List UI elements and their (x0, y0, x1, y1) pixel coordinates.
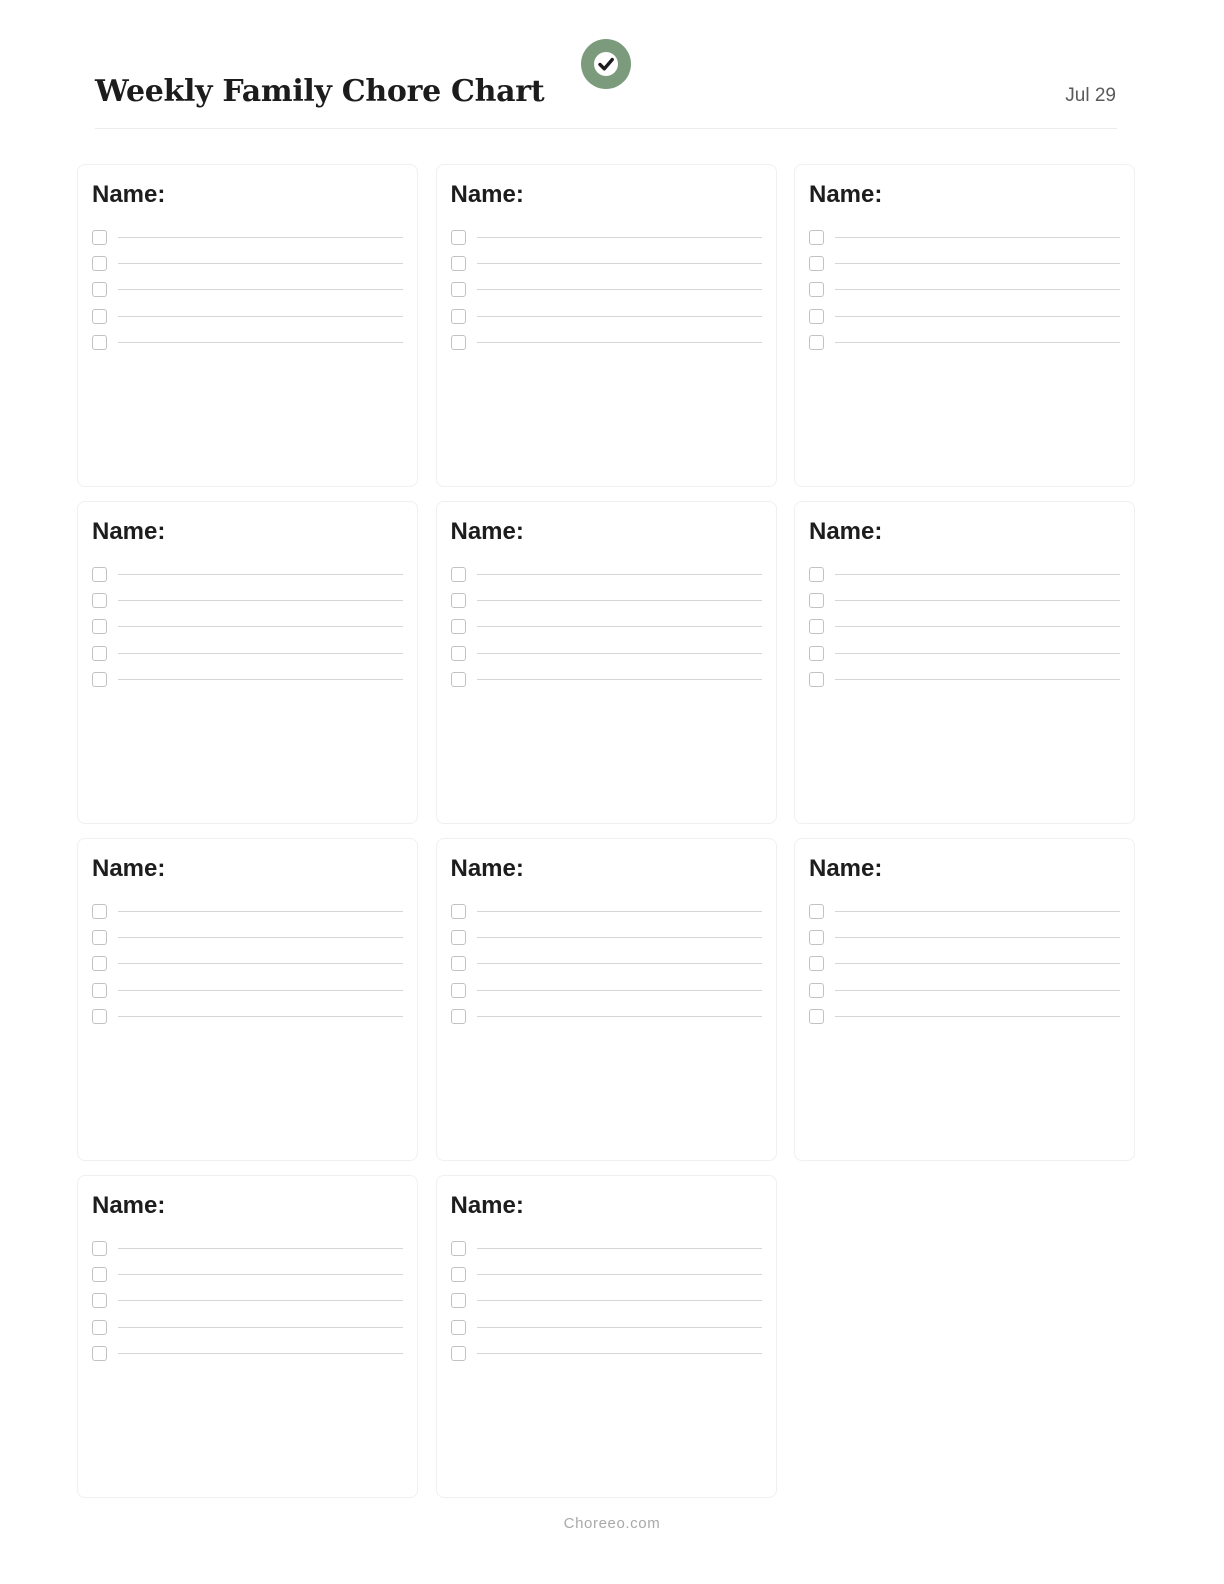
chore-checkbox[interactable] (92, 1346, 107, 1361)
chore-row (451, 277, 762, 303)
chore-row (809, 303, 1120, 329)
chore-write-line[interactable] (118, 1353, 403, 1354)
chore-row (92, 614, 403, 640)
card-name-label: Name: (450, 181, 524, 208)
chore-row (92, 977, 403, 1003)
chore-row (451, 1314, 762, 1340)
chore-write-line[interactable] (118, 679, 403, 680)
chore-checkbox[interactable] (809, 904, 824, 919)
chore-write-line[interactable] (477, 990, 762, 991)
chore-checkbox[interactable] (451, 256, 466, 271)
chore-row (92, 1261, 403, 1287)
chore-write-line[interactable] (118, 574, 403, 575)
chore-row (809, 561, 1120, 587)
chore-checkbox[interactable] (809, 256, 824, 271)
chore-write-line[interactable] (477, 600, 762, 601)
chore-row (451, 1235, 762, 1261)
chore-write-line[interactable] (477, 1274, 762, 1275)
chore-row (809, 587, 1120, 613)
chore-row (92, 561, 403, 587)
chore-checkbox[interactable] (92, 672, 107, 687)
chore-checkbox[interactable] (92, 1241, 107, 1256)
chore-card (436, 838, 777, 1161)
page-date: Jul 29 (1065, 85, 1116, 106)
chore-checkbox[interactable] (809, 567, 824, 582)
card-name-label: Name: (450, 855, 524, 882)
chore-checkbox[interactable] (451, 983, 466, 998)
chore-checkbox[interactable] (809, 619, 824, 634)
chore-list (451, 224, 762, 356)
chore-write-line[interactable] (477, 342, 762, 343)
chore-checkbox[interactable] (92, 230, 107, 245)
chore-row (92, 667, 403, 693)
chore-write-line[interactable] (118, 653, 403, 654)
chore-row (809, 667, 1120, 693)
chore-checkbox[interactable] (451, 1346, 466, 1361)
chore-row (809, 1004, 1120, 1030)
chore-list (451, 561, 762, 693)
chore-write-line[interactable] (477, 1016, 762, 1017)
page-title: Weekly Family Chore Chart (95, 74, 545, 109)
chore-write-line[interactable] (118, 937, 403, 938)
chore-write-line[interactable] (835, 937, 1120, 938)
chore-write-line[interactable] (118, 600, 403, 601)
chore-write-line[interactable] (835, 600, 1120, 601)
chore-write-line[interactable] (835, 237, 1120, 238)
chore-row (451, 898, 762, 924)
chore-write-line[interactable] (477, 1353, 762, 1354)
chore-row (809, 250, 1120, 276)
chore-write-line[interactable] (477, 626, 762, 627)
chore-write-line[interactable] (477, 937, 762, 938)
chore-card (77, 838, 418, 1161)
chore-row (92, 1288, 403, 1314)
chore-write-line[interactable] (835, 263, 1120, 264)
chore-write-line[interactable] (835, 342, 1120, 343)
chore-write-line[interactable] (835, 990, 1120, 991)
chore-checkbox[interactable] (809, 309, 824, 324)
card-name-label: Name: (809, 518, 883, 545)
chore-checkbox[interactable] (92, 256, 107, 271)
chore-write-line[interactable] (118, 911, 403, 912)
chore-write-line[interactable] (477, 1248, 762, 1249)
chore-row (92, 898, 403, 924)
chore-write-line[interactable] (835, 679, 1120, 680)
chore-card (794, 838, 1135, 1161)
chore-write-line[interactable] (477, 316, 762, 317)
chore-checkbox[interactable] (809, 646, 824, 661)
chore-checkbox[interactable] (451, 930, 466, 945)
chore-write-line[interactable] (118, 963, 403, 964)
chore-row (809, 277, 1120, 303)
chore-checkbox[interactable] (451, 282, 466, 297)
chore-write-line[interactable] (118, 263, 403, 264)
chore-row (809, 924, 1120, 950)
chore-checkbox[interactable] (92, 282, 107, 297)
chore-checkbox[interactable] (809, 930, 824, 945)
card-name-label: Name: (92, 181, 166, 208)
chore-write-line[interactable] (118, 1300, 403, 1301)
card-name-label: Name: (92, 855, 166, 882)
chore-checkbox[interactable] (451, 619, 466, 634)
chore-write-line[interactable] (477, 574, 762, 575)
chore-write-line[interactable] (118, 316, 403, 317)
chore-write-line[interactable] (118, 1274, 403, 1275)
chore-checkbox[interactable] (92, 619, 107, 634)
chore-write-line[interactable] (477, 679, 762, 680)
chore-write-line[interactable] (835, 316, 1120, 317)
chore-write-line[interactable] (118, 990, 403, 991)
chore-checkbox[interactable] (451, 646, 466, 661)
chore-row (809, 614, 1120, 640)
chore-write-line[interactable] (835, 1016, 1120, 1017)
chore-write-line[interactable] (118, 289, 403, 290)
chore-write-line[interactable] (477, 911, 762, 912)
chore-card (77, 501, 418, 824)
chore-checkbox[interactable] (451, 1320, 466, 1335)
chore-checkbox[interactable] (92, 1293, 107, 1308)
chore-write-line[interactable] (477, 289, 762, 290)
chore-row (92, 924, 403, 950)
chore-row (92, 330, 403, 356)
chore-row (92, 640, 403, 666)
chore-row (451, 587, 762, 613)
footer-website: Choreeo.com (563, 1515, 661, 1532)
chore-card-grid (77, 164, 1135, 1498)
chore-checkbox[interactable] (451, 1293, 466, 1308)
chore-row (451, 1341, 762, 1367)
check-circle-icon (591, 49, 621, 79)
chore-write-line[interactable] (835, 289, 1120, 290)
chore-checkbox[interactable] (92, 1009, 107, 1024)
chore-checkbox[interactable] (451, 230, 466, 245)
chore-list (451, 1235, 762, 1367)
chore-row (92, 1314, 403, 1340)
chore-card (436, 164, 777, 487)
card-name-label: Name: (450, 1192, 524, 1219)
chore-row (92, 250, 403, 276)
chore-row (451, 224, 762, 250)
card-name-label: Name: (92, 518, 166, 545)
chore-checkbox[interactable] (451, 904, 466, 919)
chore-checkbox[interactable] (809, 593, 824, 608)
chore-write-line[interactable] (118, 237, 403, 238)
chore-row (809, 640, 1120, 666)
chore-checkbox[interactable] (451, 309, 466, 324)
chore-checkbox[interactable] (451, 956, 466, 971)
chore-row (451, 1288, 762, 1314)
chore-checkbox[interactable] (451, 672, 466, 687)
chore-list (92, 1235, 403, 1367)
chore-checkbox[interactable] (92, 983, 107, 998)
chore-row (92, 1235, 403, 1261)
chore-write-line[interactable] (477, 653, 762, 654)
chore-checkbox[interactable] (809, 956, 824, 971)
chore-row (451, 977, 762, 1003)
chore-row (92, 1004, 403, 1030)
chore-row (451, 951, 762, 977)
chore-card (794, 164, 1135, 487)
chore-card (436, 1175, 777, 1498)
chore-write-line[interactable] (118, 1327, 403, 1328)
chore-write-line[interactable] (477, 237, 762, 238)
chore-write-line[interactable] (477, 263, 762, 264)
chore-write-line[interactable] (835, 626, 1120, 627)
chore-row (809, 951, 1120, 977)
chore-row (451, 250, 762, 276)
card-name-label: Name: (450, 518, 524, 545)
chore-checkbox[interactable] (451, 567, 466, 582)
chore-checkbox[interactable] (451, 1267, 466, 1282)
chore-row (451, 1004, 762, 1030)
chore-list (92, 561, 403, 693)
chore-checkbox[interactable] (809, 335, 824, 350)
chore-checkbox[interactable] (809, 1009, 824, 1024)
chore-write-line[interactable] (477, 1327, 762, 1328)
chore-write-line[interactable] (118, 1248, 403, 1249)
chore-row (92, 224, 403, 250)
chore-checkbox[interactable] (92, 593, 107, 608)
chore-write-line[interactable] (835, 911, 1120, 912)
chore-write-line[interactable] (835, 653, 1120, 654)
chore-write-line[interactable] (118, 1016, 403, 1017)
chore-write-line[interactable] (835, 963, 1120, 964)
chore-row (809, 977, 1120, 1003)
chore-row (809, 898, 1120, 924)
chore-row (92, 303, 403, 329)
chore-checkbox[interactable] (92, 1267, 107, 1282)
chore-row (451, 1261, 762, 1287)
chore-checkbox[interactable] (92, 309, 107, 324)
logo-check-icon (581, 39, 631, 89)
chore-card (77, 164, 418, 487)
chore-checkbox[interactable] (451, 1241, 466, 1256)
chore-row (92, 951, 403, 977)
chore-checkbox[interactable] (809, 672, 824, 687)
chore-list (809, 561, 1120, 693)
chore-row (92, 1341, 403, 1367)
chore-write-line[interactable] (835, 574, 1120, 575)
chore-write-line[interactable] (118, 342, 403, 343)
chore-card (794, 501, 1135, 824)
card-name-label: Name: (92, 1192, 166, 1219)
chore-list (92, 898, 403, 1030)
chore-row (451, 330, 762, 356)
chore-write-line[interactable] (477, 963, 762, 964)
chore-checkbox[interactable] (809, 230, 824, 245)
chore-checkbox[interactable] (809, 282, 824, 297)
chore-checkbox[interactable] (451, 335, 466, 350)
chore-row (451, 640, 762, 666)
chore-row (92, 587, 403, 613)
card-name-label: Name: (809, 855, 883, 882)
chore-row (809, 330, 1120, 356)
chore-checkbox[interactable] (92, 567, 107, 582)
chore-row (451, 924, 762, 950)
card-name-label: Name: (809, 181, 883, 208)
chore-row (451, 303, 762, 329)
chore-checkbox[interactable] (92, 930, 107, 945)
chore-row (451, 561, 762, 587)
chore-checkbox[interactable] (92, 956, 107, 971)
chore-list (809, 898, 1120, 1030)
chore-card (436, 501, 777, 824)
chore-write-line[interactable] (118, 626, 403, 627)
chore-row (809, 224, 1120, 250)
header-divider (95, 128, 1117, 129)
chore-list (809, 224, 1120, 356)
chore-checkbox[interactable] (92, 1320, 107, 1335)
chore-checkbox[interactable] (451, 1009, 466, 1024)
chore-checkbox[interactable] (92, 904, 107, 919)
chore-row (92, 277, 403, 303)
chore-row (451, 667, 762, 693)
chore-write-line[interactable] (477, 1300, 762, 1301)
chore-checkbox[interactable] (92, 335, 107, 350)
chore-checkbox[interactable] (92, 646, 107, 661)
chore-checkbox[interactable] (809, 983, 824, 998)
chore-checkbox[interactable] (451, 593, 466, 608)
chore-list (92, 224, 403, 356)
chore-row (451, 614, 762, 640)
chore-card (77, 1175, 418, 1498)
chore-list (451, 898, 762, 1030)
